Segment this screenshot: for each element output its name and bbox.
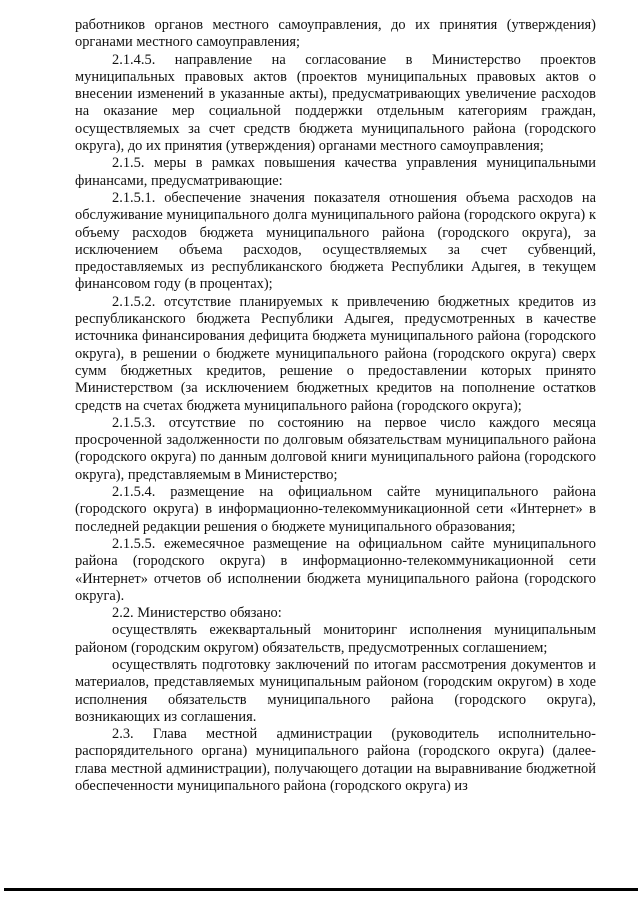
page-bottom-rule [4, 888, 638, 891]
paragraph-2-3: 2.3. Глава местной администрации (руководитель исполнительно-распорядительного органа) муниципального района (городского округа) (далее- глава местной администрации), получающего дотации на выравнивание бюджетной обеспеченности муниципального района (городского округа) из [75, 726, 596, 795]
paragraph-2-2-conclusions: осуществлять подготовку заключений по итогам рассмотрения документов и материалов, представляемых муниципальным районом (городским округом) в ходе исполнения обязательств муниципального района (городского округа), возникающих из соглашения. [75, 656, 596, 725]
paragraph-2-1-5-3: 2.1.5.3. отсутствие по состоянию на первое число каждого месяца просроченной задолженности по долговым обязательствам муниципального района (городского округа) по данным долговой книги муниципального района (городского округа), представляемым в Министерство; [75, 414, 596, 483]
paragraph-2-1-5-5: 2.1.5.5. ежемесячное размещение на официальном сайте муниципального района (городского округа) в информационно-телекоммуникационной сети «Интернет» отчетов об исполнении бюджета муниципального района (городского округа). [75, 535, 596, 604]
paragraph-2-1-5-2: 2.1.5.2. отсутствие планируемых к привлечению бюджетных кредитов из республиканского бюджета Республики Адыгея, предусмотренных в качестве источника финансирования дефицита бюджета муниципального района (городского округа), в решении о бюджете муниципального района (городского округа) сверх сумм бюджетных кредитов, решение о предоставлении которых принято Министерством (за исключением бюджетных кредитов на пополнение остатков средств на счетах бюджета муниципального района (городского округа); [75, 293, 596, 414]
paragraph-2-1-4-5: 2.1.4.5. направление на согласование в Министерство проектов муниципальных правовых актов (проектов муниципальных правовых актов о внесении изменений в указанные акты), предусматривающих увеличение расходов на оказание мер социальной поддержки отдельным категориям граждан, осуществляемых за счет средств бюджета муниципального района (городского округа), до их принятия (утверждения) органами местного самоуправления; [75, 51, 596, 155]
paragraph-2-2: 2.2. Министерство обязано: [112, 605, 282, 622]
paragraph-2-1-5-4: 2.1.5.4. размещение на официальном сайте муниципального района (городского округа) в информационно-телекоммуникационной сети «Интернет» в последней редакции решения о бюджете муниципального образования; [75, 484, 596, 535]
paragraph-continuation: работников органов местного самоуправления, до их принятия (утверждения) органами местного самоуправления; [75, 17, 596, 51]
paragraph-2-2-monitoring: осуществлять ежеквартальный мониторинг исполнения муниципальным районом (городским округом) обязательств, предусмотренных соглашением; [75, 622, 596, 656]
paragraph-2-1-5: 2.1.5. меры в рамках повышения качества управления муниципальными финансами, предусматривающие: [75, 155, 596, 189]
paragraph-2-1-5-1: 2.1.5.1. обеспечение значения показателя отношения объема расходов на обслуживание муниципального долга муниципального района (городского округа) к объему расходов бюджета муниципального района (городского округа), за исключением объема расходов, осуществляемых за счет субвенций, предоставляемых из республиканского бюджета Республики Адыгея, в текущем финансовом году (в процентах); [75, 189, 596, 293]
document-page [75, 17, 596, 795]
